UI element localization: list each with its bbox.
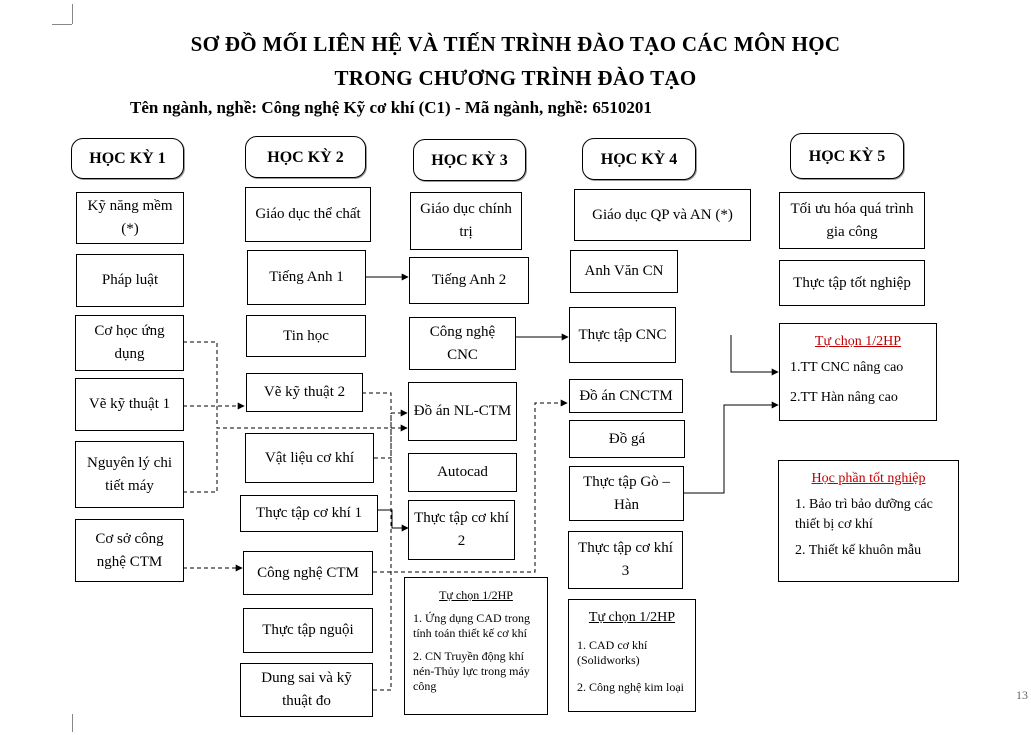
course-box: Anh Văn CN	[570, 250, 678, 293]
course-box: Vẽ kỹ thuật 1	[75, 378, 184, 431]
course-box: Vật liệu cơ khí	[245, 433, 374, 483]
major-label: Tên ngành, nghề:	[130, 98, 258, 117]
elective-box-s3	[404, 577, 548, 715]
course-box: Thực tập CNC	[569, 307, 676, 363]
elective-item: 1.TT CNC nâng cao	[790, 360, 904, 375]
link-dungsai-to-nlctm	[373, 413, 391, 690]
elective-item: 2.TT Hàn nâng cao	[790, 390, 898, 405]
elective-item: 2. Công nghệ kim loại	[577, 680, 684, 694]
course-box: Thực tập Gò – Hàn	[569, 466, 684, 521]
semester-1-header: HỌC KỲ 1	[71, 138, 184, 179]
code-value: 6510201	[592, 98, 652, 117]
diagram-title-line1: SƠ ĐỒ MỐI LIÊN HỆ VÀ TIẾN TRÌNH ĐÀO TẠO CÁC MÔN HỌC	[190, 32, 841, 56]
elective-item: 2. CN Truyền động khí nén-Thủy lực trong máy công	[413, 649, 530, 693]
diagram-title-line2: TRONG CHƯƠNG TRÌNH ĐÀO TẠO	[334, 66, 697, 90]
course-box: Thực tập nguội	[243, 608, 373, 653]
course-box: Giáo dục chính trị	[410, 192, 522, 250]
link-vlck-to-nlctm	[374, 413, 391, 458]
course-box: Giáo dục thể chất	[245, 187, 371, 242]
course-box: Autocad	[408, 453, 517, 492]
course-box: Tiếng Anh 1	[247, 250, 366, 305]
course-box: Nguyên lý chi tiết máy	[75, 441, 184, 508]
course-box: Tiếng Anh 2	[409, 257, 529, 304]
link-gohan-to-tuchon	[683, 405, 778, 493]
link-vkt2-to-nlctm	[362, 393, 407, 413]
elective-title: Tự chọn 1/2HP	[588, 610, 676, 625]
link-nguyenly-to-nlctm	[183, 428, 217, 492]
course-box: Cơ học ứng dụng	[75, 315, 184, 371]
course-box: Công nghệ CTM	[243, 551, 373, 595]
graduation-item: 2. Thiết kế khuôn mẫu	[795, 543, 922, 558]
graduation-item: 1. Bảo trì bảo dưỡng các thiết bị cơ khí	[795, 497, 933, 532]
link-tt1-to-tt2	[378, 510, 408, 528]
separator: -	[454, 98, 461, 117]
semester-4-header: HỌC KỲ 4	[582, 138, 696, 180]
graduation-box	[778, 460, 959, 582]
semester-2-header: HỌC KỲ 2	[245, 136, 366, 178]
course-box: Đồ án NL-CTM	[408, 382, 517, 441]
link-thuctapcnc-to-tuchon	[731, 335, 778, 372]
elective-title: Tự chọn 1/2HP	[439, 588, 513, 602]
code-label: Mã ngành, nghề:	[464, 98, 589, 117]
elective-title: Tự chọn 1/2HP	[814, 334, 902, 349]
course-box: Đồ gá	[569, 420, 685, 458]
elective-item: 1. Ứng dụng CAD trong tính toán thiết kế cơ khí	[413, 611, 530, 640]
graduation-title: Học phần tốt nghiệp	[811, 471, 926, 486]
page-number: 13	[1016, 688, 1028, 702]
major-value: Công nghệ Kỹ cơ khí (C1)	[261, 98, 451, 117]
elective-item: 1. CAD cơ khí (Solidworks)	[577, 638, 648, 667]
elective-box-s5	[779, 323, 937, 421]
course-box: Thực tập cơ khí 2	[408, 500, 515, 560]
course-box: Tin học	[246, 315, 366, 357]
course-box: Cơ sở công nghệ CTM	[75, 519, 184, 582]
course-box: Dung sai và kỹ thuật đo	[240, 663, 373, 717]
course-box: Tối ưu hóa quá trình gia công	[779, 192, 925, 249]
course-box: Pháp luật	[76, 254, 184, 307]
course-box: Thực tập tốt nghiệp	[779, 260, 925, 306]
course-box: Thực tập cơ khí 1	[240, 495, 378, 532]
course-box: Vẽ kỹ thuật 2	[246, 373, 363, 412]
course-box: Thực tập cơ khí 3	[568, 531, 683, 589]
course-box: Kỹ năng mềm (*)	[76, 192, 184, 244]
semester-5-header: HỌC KỲ 5	[790, 133, 904, 179]
course-box: Công nghệ CNC	[409, 317, 516, 370]
semester-3-header: HỌC KỲ 3	[413, 139, 526, 181]
elective-box-s4	[568, 599, 696, 712]
course-box: Giáo dục QP và AN (*)	[574, 189, 751, 241]
course-box: Đồ án CNCTM	[569, 379, 683, 413]
